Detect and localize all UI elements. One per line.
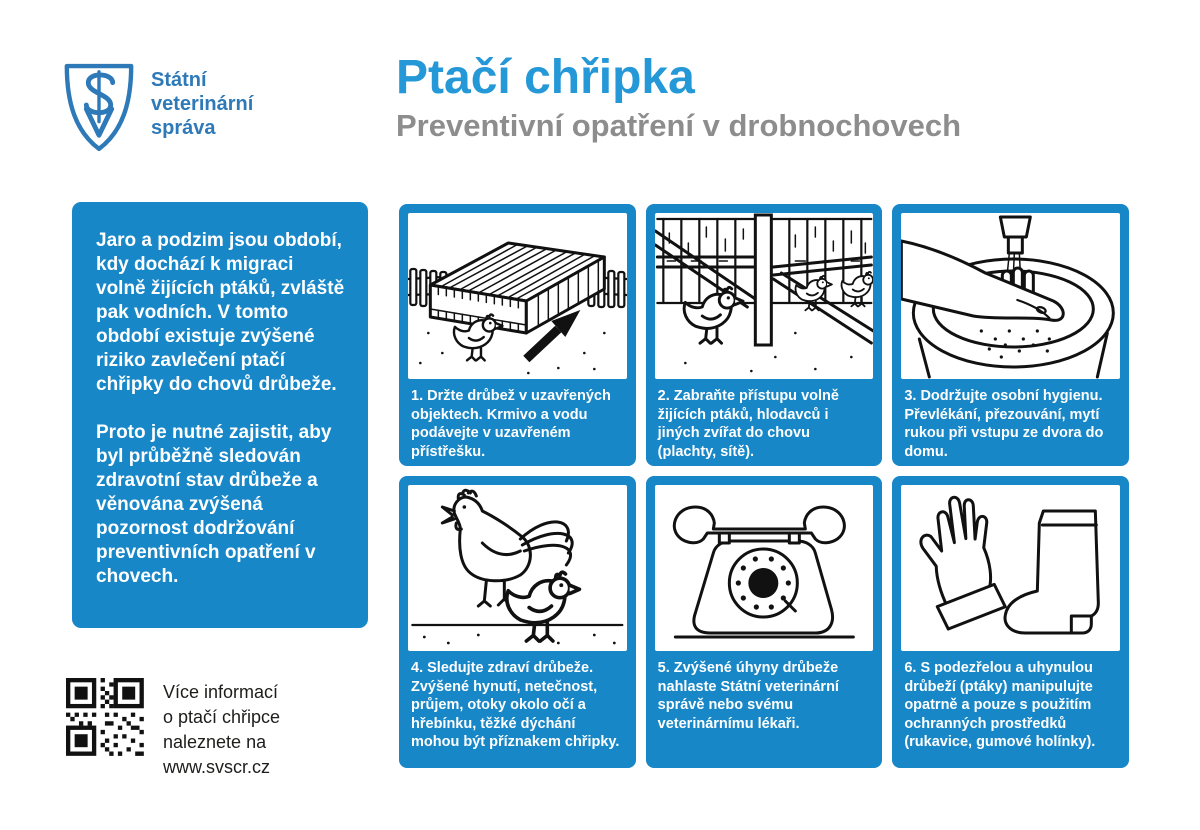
card-watch-poultry-health xyxy=(399,476,636,768)
hand-washing-illustration xyxy=(901,213,1120,379)
barn-illustration xyxy=(655,213,874,379)
glove-boot-illustration xyxy=(901,485,1120,651)
logo-wordmark xyxy=(151,56,253,140)
logo xyxy=(60,56,253,156)
info-line: Více informací xyxy=(163,682,279,702)
more-info-text xyxy=(163,678,280,780)
page-title: Ptačí chřipka xyxy=(396,51,695,104)
logo-line: veterinární xyxy=(151,93,254,115)
glove-and-boot-icon xyxy=(901,485,1120,651)
rooster-and-hen-icon xyxy=(408,485,627,651)
footer xyxy=(66,678,280,780)
card-protective-equipment xyxy=(892,476,1129,768)
card-report-deaths xyxy=(646,476,883,768)
intro-paragraph-1: Jaro a podzim jsou období, kdy dochází k migraci volně žijících ptáků, zvláště pak vodních. V tomto období existuje zvýšené riziko zavlečení ptačí chřipky do chovů drůbeže. xyxy=(96,230,345,395)
card-caption: 2. Zabraňte přístupu volně žijících ptáků, hlodavců i jiných zvířat do chovu (plachty, sítě). xyxy=(657,388,839,460)
rooster-hen-illustration xyxy=(408,485,627,651)
card-caption: 4. Sledujte zdraví drůbeže. Zvýšené hynutí, netečnost, průjem, otoky okolo očí a hřebínku, těžké dýchání mohou být příznakem chřipky. xyxy=(411,660,620,750)
poultry-coop-icon xyxy=(408,213,627,379)
barn-interior-icon xyxy=(655,213,874,379)
card-caption: 5. Zvýšené úhyny drůbeže nahlaste Státní veterinární správě nebo svému veterinárnímu lékaři. xyxy=(657,660,839,732)
card-personal-hygiene xyxy=(892,204,1129,466)
logo-line: Státní xyxy=(151,69,207,91)
intro-box xyxy=(72,202,368,628)
info-line: naleznete na xyxy=(163,732,267,752)
card-caption: 3. Dodržujte osobní hygienu. Převlékání, přezouvání, mytí rukou při vstupu ze dvora do domu. xyxy=(904,388,1104,460)
svs-shield-icon xyxy=(60,56,138,156)
info-line: o ptačí chřipce xyxy=(163,707,281,727)
card-prevent-wild-bird-access xyxy=(646,204,883,466)
logo-line: správa xyxy=(151,117,216,139)
card-caption: 6. S podezřelou a uhynulou drůbeží (ptáky) manipulujte opatrně a pouze s použitím ochranných prostředků (rukavice, gumové holínky). xyxy=(904,660,1096,750)
page-subtitle: Preventivní opatření v drobnochovech xyxy=(396,108,962,143)
hand-washing-icon xyxy=(901,213,1120,379)
intro-paragraph-2: Proto je nutné zajistit, aby byl průběžně sledován zdravotní stav drůbeže a věnována zvýšená pozornost dodržování preventivních opatření v chovech. xyxy=(96,422,332,587)
instruction-grid xyxy=(399,204,1129,768)
coop-illustration xyxy=(408,213,627,379)
rotary-telephone-icon xyxy=(655,485,874,651)
telephone-illustration xyxy=(655,485,874,651)
info-url: www.svscr.cz xyxy=(163,757,271,777)
card-keep-poultry-enclosed xyxy=(399,204,636,466)
qr-code xyxy=(66,678,146,758)
card-caption: 1. Držte drůbež v uzavřených objektech. Krmivo a vodu podávejte v uzavřeném přístřešku. xyxy=(411,388,611,460)
header xyxy=(396,52,1156,144)
